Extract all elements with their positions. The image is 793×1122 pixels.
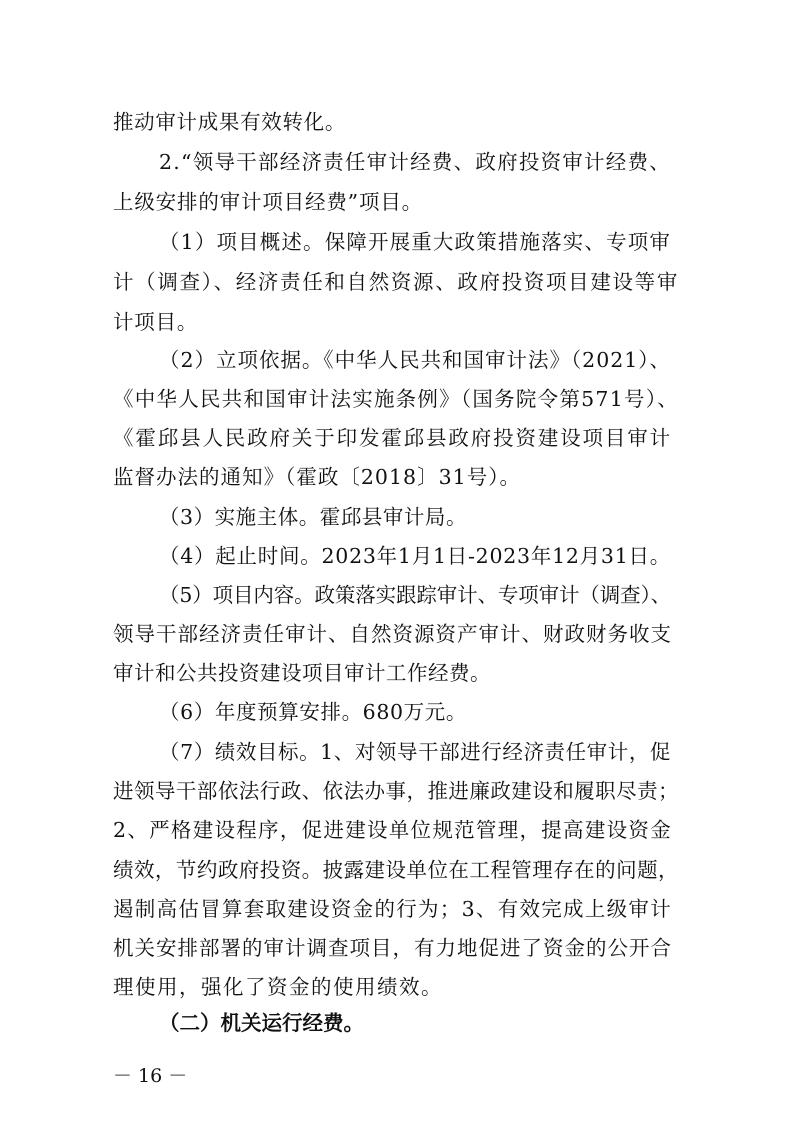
body-line: （2）立项依据。《中华人民共和国审计法》（2021）、 (159, 348, 671, 372)
body-line: 审计和公共投资建设项目审计工作经费。 (113, 661, 491, 685)
body-line: 监督办法的通知》（霍政〔2018〕31号）。 (113, 465, 521, 489)
body-line: 上级安排的审计项目经费”项目。 (113, 190, 423, 214)
body-line: 《中华人民共和国审计法实施条例》（国务院令第571号）、 (113, 387, 679, 411)
body-line: 领导干部经济责任审计、自然资源资产审计、财政财务收支 (113, 622, 672, 646)
body-line: 理使用，强化了资金的使用绩效。 (113, 975, 443, 999)
body-line: 《霍邱县人民政府关于印发霍邱县政府投资建设项目审计 (113, 426, 672, 450)
body-line: 进领导干部依法行政、依法办事，推进廉政建设和履职尽责； (113, 779, 679, 803)
body-line: 计项目。 (113, 310, 198, 334)
body-line: （3）实施主体。霍邱县审计局。 (159, 505, 467, 529)
body-line: 计（调查）、经济责任和自然资源、政府投资项目建设等审 (113, 270, 679, 294)
body-line: （4）起止时间。2023年1月1日-2023年12月31日。 (159, 544, 671, 568)
body-line: 推动审计成果有效转化。 (113, 110, 346, 134)
body-line: （5）项目内容。政策落实跟踪审计、专项审计（调查）、 (159, 583, 671, 607)
body-line: （1）项目概述。保障开展重大政策措施落实、专项审 (159, 230, 671, 254)
body-line: 机关安排部署的审计调查项目，有力地促进了资金的公开合 (113, 936, 672, 960)
body-line: （6）年度预算安排。680万元。 (159, 700, 467, 724)
body-line: （7）绩效目标。1、对领导干部进行经济责任审计，促 (159, 740, 671, 764)
section-heading: （二）机关运行经费。 (159, 1011, 364, 1035)
body-line: 遏制高估冒算套取建设资金的行为；3、有效完成上级审计 (113, 897, 672, 921)
page-number: － 16 － (113, 1065, 188, 1087)
body-line: 绩效，节约政府投资。披露建设单位在工程管理存在的问题， (113, 858, 679, 882)
body-line: 2.“领导干部经济责任审计经费、政府投资审计经费、 (159, 150, 671, 174)
body-line: 2、严格建设程序，促进建设单位规范管理，提高建设资金 (113, 818, 672, 842)
